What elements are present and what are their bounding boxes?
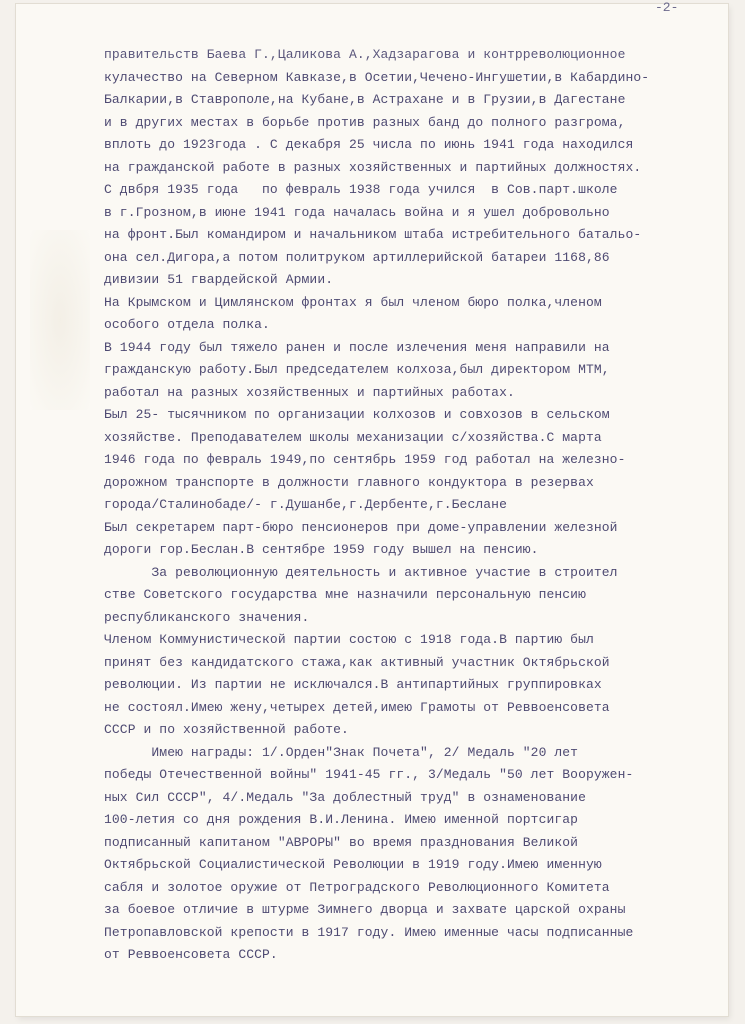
text-line: подписанный капитаном "АВРОРЫ" во время празднования Великой	[104, 834, 579, 850]
page-number: -2-	[655, 0, 679, 15]
text-line: работал на разных хозяйственных и партийных работах.	[104, 384, 515, 400]
text-line: ных Сил СССР", 4/.Медаль "За доблестный труд" в ознаменование	[104, 789, 586, 805]
text-line: СССР и по хозяйственной работе.	[104, 722, 349, 737]
text-line: Октябрьской Социалистической Революции в 1919 году.Имею именную	[104, 857, 602, 872]
text-line: вплоть до 1923года . С декабря 25 числа по июнь 1941 года находился	[104, 137, 634, 152]
typewritten-text-body	[104, 44, 716, 967]
text-line: Балкарии,в Ставрополе,на Кубане,в Астрахане и в Грузии,в Дагестане	[104, 92, 626, 107]
text-line: На Крымском и Цимлянском фронтах я был членом бюро полка,членом	[104, 294, 602, 310]
text-line: дорожном транспорте в должности главного кондуктора в резервах	[104, 474, 594, 490]
text-line: С двбря 1935 года по февраль 1938 года учился в Сов.парт.школе	[104, 182, 618, 197]
text-line: города/Сталинобаде/- г.Душанбе,г.Дербенте,г.Беслане	[104, 497, 507, 512]
text-line: от Реввоенсовета СССР.	[104, 947, 278, 962]
text-line: Петропавловской крепости в 1917 году. Имею именные часы подписанные	[104, 924, 634, 940]
text-line: победы Отечественной войны" 1941-45 гг., 3/Медаль "50 лет Вооружен-	[104, 767, 634, 782]
text-line: гражданскую работу.Был председателем колхоза,был директором МТМ,	[104, 362, 610, 377]
text-line: стве Советского государства мне назначили персональную пенсию	[104, 587, 586, 602]
text-line: За революционную деятельность и активное участие в строител	[104, 564, 618, 580]
text-line: дороги гор.Беслан.В сентябре 1959 году вышел на пенсию.	[104, 542, 539, 557]
text-line: в г.Грозном,в июне 1941 года началась война и я ушел добровольно	[104, 204, 610, 220]
text-line: 100-летия со дня рождения В.И.Ленина. Имею именной портсигар	[104, 812, 579, 827]
text-line: хозяйстве. Преподавателем школы механизации с/хозяйства.С марта	[104, 429, 602, 445]
text-line: кулачество на Северном Кавказе,в Осетии,Чечено-Ингушетии,в Кабардино-	[104, 69, 650, 85]
text-line: не состоял.Имею жену,четырех детей,имею Грамоты от Реввоенсовета	[104, 699, 610, 715]
text-line: революции. Из партии не исключался.В антипартийных группировках	[104, 677, 602, 692]
text-line: Членом Коммунистической партии состою с 1918 года.В партию был	[104, 632, 594, 647]
text-line: и в других местах в борьбе против разных банд до полного разгрома,	[104, 114, 626, 130]
text-line: сабля и золотое оружие от Петроградского Революционного Комитета	[104, 879, 610, 895]
text-line: дивизии 51 гвардейской Армии.	[104, 272, 334, 287]
text-line: правительств Баева Г.,Цаликова А.,Хадзарагова и контрреволюционное	[104, 47, 626, 62]
text-line: Имею награды: 1/.Орден"Знак Почета", 2/ Медаль "20 лет	[104, 744, 579, 760]
text-line: республиканского значения.	[104, 609, 310, 625]
paper-stain	[30, 230, 90, 410]
text-line: она сел.Дигора,а потом политруком артиллерийской батареи 1168,86	[104, 249, 610, 265]
text-line: за боевое отличие в штурме Зимнего дворца и захвате царской охраны	[104, 902, 626, 917]
text-line: Был секретарем парт-бюро пенсионеров при доме-управлении железной	[104, 519, 618, 535]
text-line: 1946 года по февраль 1949,по сентябрь 1959 год работал на железно-	[104, 452, 626, 467]
text-line: Был 25- тысячником по организации колхозов и совхозов в сельском	[104, 407, 610, 422]
text-line: на гражданской работе в разных хозяйственных и партийных должностях.	[104, 159, 642, 175]
text-line: принят без кандидатского стажа,как активный участник Октябрьской	[104, 654, 610, 670]
text-line: В 1944 году был тяжело ранен и после излечения меня направили на	[104, 339, 610, 355]
text-line: на фронт.Был командиром и начальником штаба истребительного батальо-	[104, 227, 642, 242]
text-line: особого отдела полка.	[104, 317, 270, 332]
